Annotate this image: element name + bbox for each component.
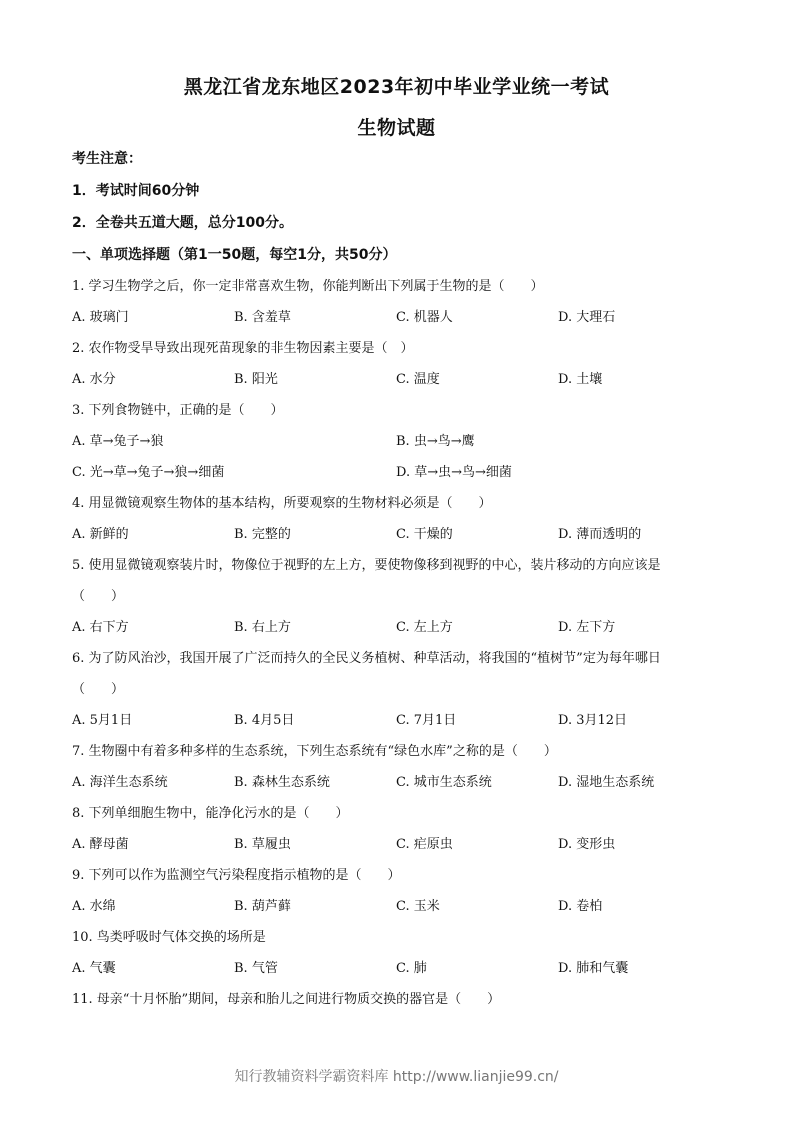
options-row: [72, 524, 732, 555]
option-a: A. 水绵: [72, 899, 116, 914]
question-stem-continued: （ ）: [72, 589, 125, 604]
section-heading: 一、单项选择题（第1一50题，每空1分，共50分）: [72, 247, 397, 263]
options-row: [72, 834, 732, 865]
question-stem: 6. 为了防风治沙，我国开展了广泛而持久的全民义务植树、种草活动，将我国的“植树节”定为每年哪日: [72, 651, 661, 666]
exam-title: 黑龙江省龙东地区2023年初中毕业学业统一考试: [183, 76, 610, 98]
option-c: C. 温度: [396, 372, 440, 387]
option-b: B. 虫→鸟→鹰: [396, 434, 475, 449]
options-row: [72, 896, 732, 927]
option-c: C. 机器人: [396, 310, 453, 325]
question-stem: 1. 学习生物学之后，你一定非常喜欢生物，你能判断出下列属于生物的是（ ）: [72, 279, 544, 294]
option-a: A. 气囊: [72, 961, 116, 976]
options-row: [72, 772, 732, 803]
option-b: B. 含羞草: [234, 310, 291, 325]
question-stem: 5. 使用显微镜观察装片时，物像位于视野的左上方，要使物像移到视野的中心，装片移动的方向应该是: [72, 558, 661, 573]
question-stem: 7. 生物圈中有着多种多样的生态系统，下列生态系统有“绿色水库”之称的是（ ）: [72, 744, 557, 759]
question-4: [72, 493, 732, 555]
option-c: C. 疟原虫: [396, 837, 453, 852]
option-a: A. 水分: [72, 372, 116, 387]
option-d: D. 变形虫: [558, 837, 616, 852]
question-stem: 4. 用显微镜观察生物体的基本结构，所要观察的生物材料必须是（ ）: [72, 496, 492, 511]
option-c: C. 7月1日: [396, 713, 457, 728]
option-c: C. 肺: [396, 961, 427, 976]
option-b: B. 完整的: [234, 527, 291, 542]
question-9: [72, 865, 732, 927]
question-5: [72, 555, 732, 648]
option-a: A. 海洋生态系统: [72, 775, 168, 790]
question-8: [72, 803, 732, 865]
options-row: [72, 958, 732, 989]
question-6: [72, 648, 732, 741]
question-stem: 10. 鸟类呼吸时气体交换的场所是: [72, 930, 266, 945]
option-a: A. 新鲜的: [72, 527, 129, 542]
options-row: [72, 617, 732, 648]
options-row: [72, 431, 732, 462]
option-c: C. 玉米: [396, 899, 440, 914]
option-a: A. 玻璃门: [72, 310, 129, 325]
option-d: D. 草→虫→鸟→细菌: [396, 465, 512, 480]
option-d: D. 左下方: [558, 620, 616, 635]
question-3: [72, 400, 732, 493]
question-2: [72, 338, 732, 400]
option-b: B. 右上方: [234, 620, 291, 635]
question-list: [72, 276, 732, 1020]
question-stem-continued: （ ）: [72, 682, 125, 697]
options-row: [72, 369, 732, 400]
option-d: D. 卷柏: [558, 899, 603, 914]
option-a: A. 右下方: [72, 620, 129, 635]
footer-watermark: 知行教辅资料学霸资料库 http://www.lianjie99.cn/: [234, 1069, 559, 1085]
note-item: 1．考试时间60分钟: [72, 183, 200, 199]
question-stem: 8. 下列单细胞生物中，能净化污水的是（ ）: [72, 806, 349, 821]
options-row: [72, 307, 732, 338]
option-d: D. 3月12日: [558, 713, 628, 728]
option-a: A. 酵母菌: [72, 837, 129, 852]
exam-body: [72, 148, 732, 1020]
option-a: A. 5月1日: [72, 713, 133, 728]
option-c: C. 干燥的: [396, 527, 453, 542]
notes-heading: 考生注意：: [72, 151, 142, 167]
option-b: B. 阳光: [234, 372, 278, 387]
option-d: D. 湿地生态系统: [558, 775, 655, 790]
option-b: B. 4月5日: [234, 713, 295, 728]
options-row: [72, 710, 732, 741]
option-d: D. 大理石: [558, 310, 616, 325]
option-b: B. 葫芦藓: [234, 899, 291, 914]
question-stem: 11. 母亲“十月怀胎”期间，母亲和胎儿之间进行物质交换的器官是（ ）: [72, 992, 501, 1007]
option-c: C. 光→草→兔子→狼→细菌: [72, 465, 225, 480]
question-1: [72, 276, 732, 338]
note-item: 2．全卷共五道大题，总分100分。: [72, 215, 293, 231]
question-stem: 9. 下列可以作为监测空气污染程度指示植物的是（ ）: [72, 868, 401, 883]
question-10: [72, 927, 732, 989]
option-c: C. 城市生态系统: [396, 775, 492, 790]
option-c: C. 左上方: [396, 620, 453, 635]
question-11: [72, 989, 732, 1020]
question-stem: 2. 农作物受旱导致出现死苗现象的非生物因素主要是（ ）: [72, 341, 414, 356]
option-d: D. 薄而透明的: [558, 527, 642, 542]
option-a: A. 草→兔子→狼: [72, 434, 164, 449]
options-row: [72, 462, 732, 493]
option-b: B. 气管: [234, 961, 278, 976]
option-b: B. 森林生态系统: [234, 775, 330, 790]
question-stem: 3. 下列食物链中，正确的是（ ）: [72, 403, 284, 418]
option-b: B. 草履虫: [234, 837, 291, 852]
question-7: [72, 741, 732, 803]
option-d: D. 肺和气囊: [558, 961, 629, 976]
exam-subtitle: 生物试题: [357, 117, 436, 139]
option-d: D. 土壤: [558, 372, 603, 387]
